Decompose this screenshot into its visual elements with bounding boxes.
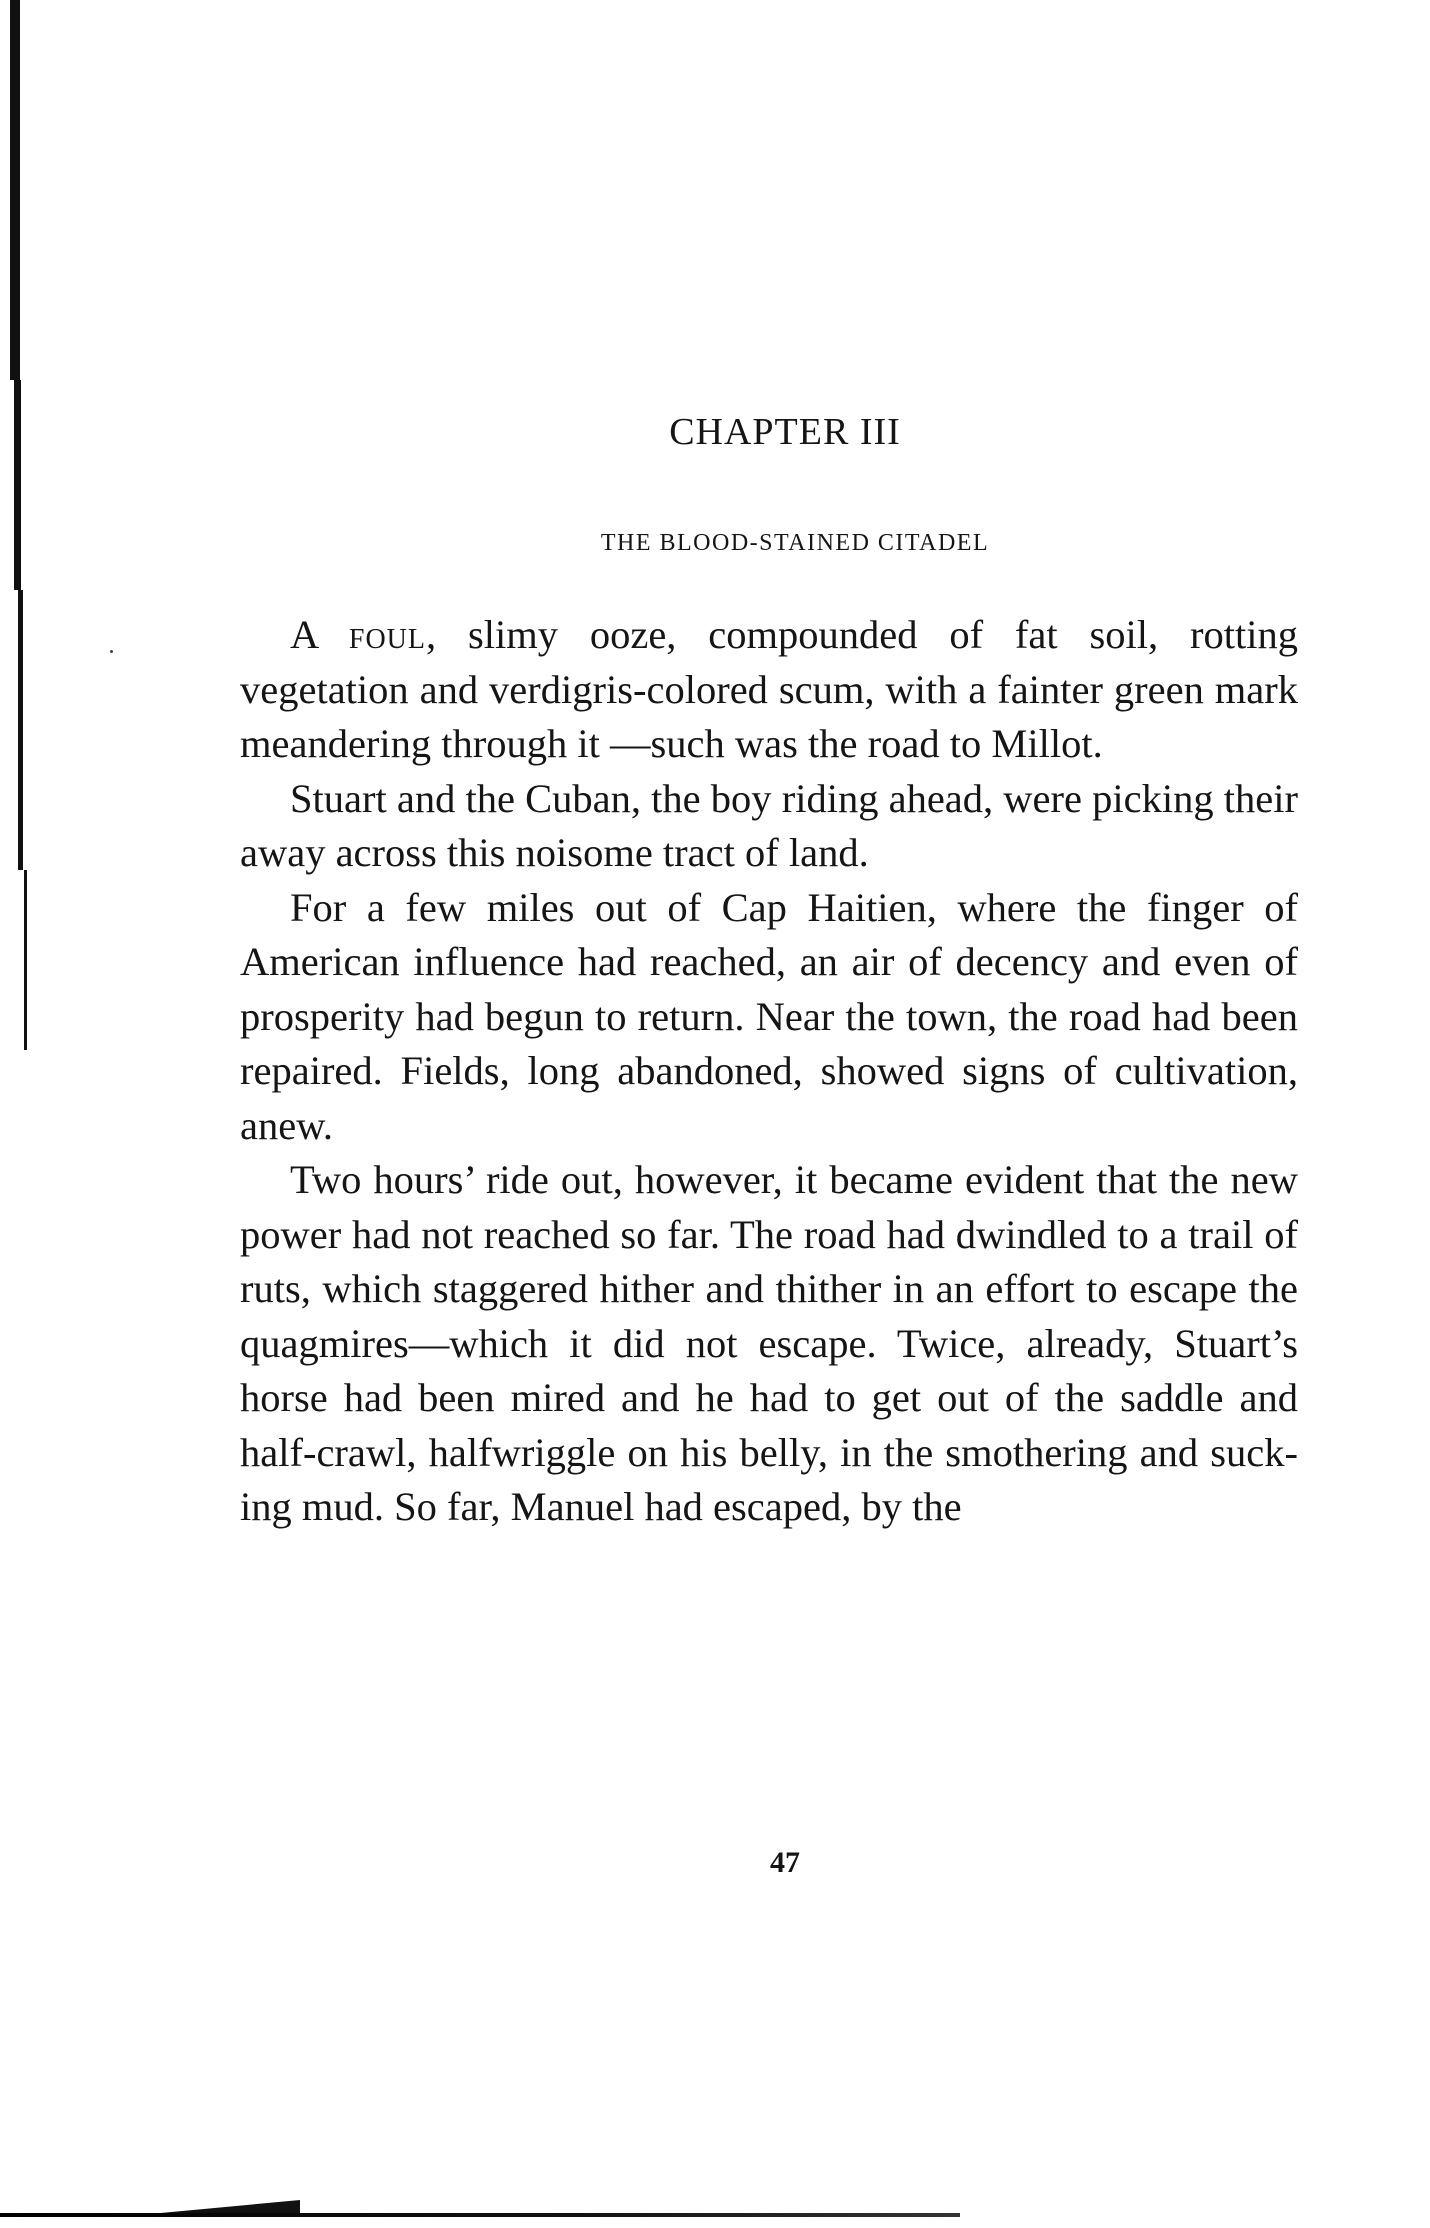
paragraph-text: , slimy ooze, compounded of fat soil, rotting vegetation and verdigris-colored scum, with a fainter green mark meandering through it —such was the road to Millot. (240, 612, 1298, 766)
scan-speck (110, 650, 113, 653)
bottom-scan-wedge (0, 2200, 300, 2214)
binding-edge-mark (24, 870, 27, 1050)
paragraph: Two hours’ ride out, however, it became evident that the new power had not reached so far. The road had dwindled to a trail of ruts, which staggered hither and thither in an effort to escape the quagmires—which it did not escape. Twice, already, Stuart’s horse had been mired and he had to get out of the saddle and half-crawl, halfwriggle on his belly, in the smothering and sucking mud. So far, Manuel had escaped, by the (240, 1157, 1298, 1529)
binding-edge-mark (18, 590, 23, 870)
paragraph: Stuart and the Cuban, the boy riding ahead, were picking their away across this noisome tract of land. (240, 775, 1298, 875)
paragraph-lead-smallcaps: foul (348, 612, 426, 657)
page-number: 47 (770, 1846, 800, 1879)
paragraph-lead: A (290, 612, 349, 657)
paragraph: For a few miles out of Cap Haitien, where the finger of American influence had reached, an air of decency and even of prosperity had begun to return. Near the town, the road had been repaired. Fields, long abandoned, showed signs of cultivation, anew. (240, 884, 1298, 1148)
bottom-scan-rule (0, 2213, 960, 2217)
paragraph (240, 608, 1298, 772)
chapter-heading: CHAPTER III (669, 411, 901, 453)
binding-edge-mark (14, 380, 21, 590)
chapter-subtitle: THE BLOOD-STAINED CITADEL (600, 530, 990, 556)
binding-edge-mark (10, 0, 20, 380)
body-text (240, 608, 1298, 1535)
